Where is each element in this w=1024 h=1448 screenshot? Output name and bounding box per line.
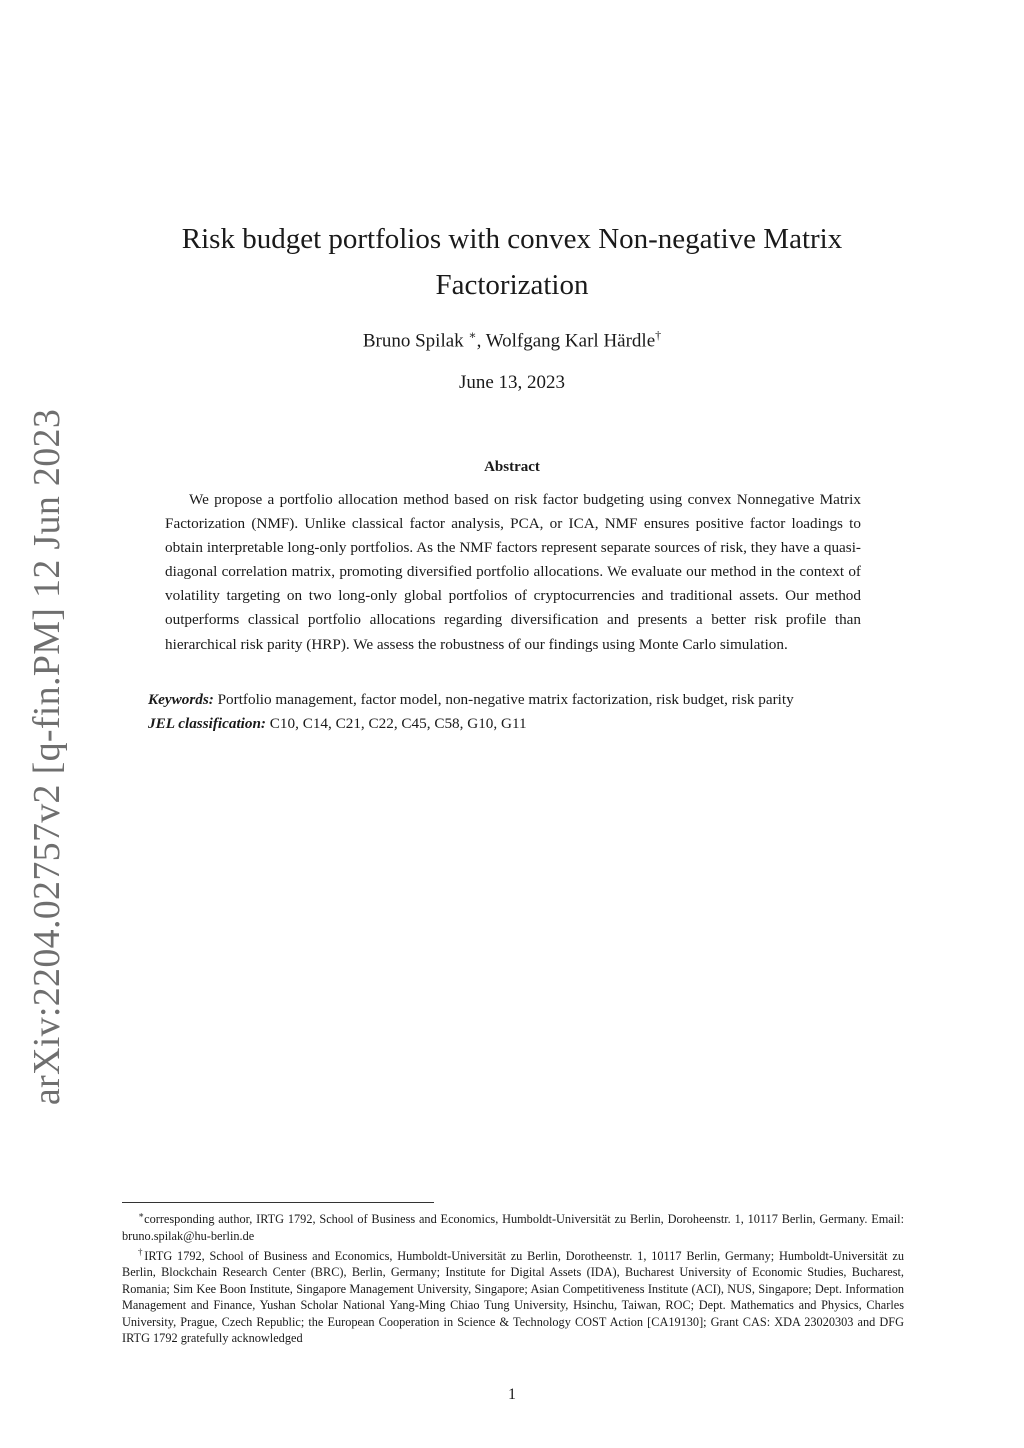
footnote-2 [122, 1244, 904, 1347]
title-line-2: Factorization [435, 269, 589, 301]
abstract-heading: Abstract [484, 459, 540, 475]
author-1-footnote-mark[interactable]: ∗ [468, 328, 477, 342]
author-separator: , [476, 330, 482, 352]
keywords-text: Portfolio management, factor model, non-negative matrix factorization, risk budget, risk parity [217, 691, 794, 708]
author-list [0, 328, 1024, 352]
author-1: Bruno Spilak [362, 330, 464, 352]
arxiv-identifier-stamp: arXiv:2204.02757v2 [q-fin.PM] 12 Jun 2023 [26, 408, 68, 1106]
footnote-1 [122, 1207, 904, 1244]
abstract-text: We propose a portfolio allocation method based on risk factor budgeting using convex Nonnegative Matrix Factorization (NMF). Unlike classical factor analysis, PCA, or ICA, NMF ensures positive factor loadings to obtain interpretable long-only portfolios. As the NMF factors represent separate sources of risk, they have a quasi-diagonal correlation matrix, promoting diversified portfolio allocations. We evaluate our method in the context of volatility targeting on two long-only global portfolios of cryptocurrencies and traditional assets. Our method outperforms classical portfolio allocations regarding diversification and presents a better risk profile than hierarchical risk parity (HRP). We assess the robustness of our findings using Monte Carlo simulation. [165, 491, 861, 653]
title-line-1: Risk budget portfolios with convex Non-negative Matrix [181, 223, 843, 255]
keywords-block [148, 688, 908, 736]
author-2-footnote-mark[interactable]: † [655, 328, 662, 342]
footnote-2-text: IRTG 1792, School of Business and Economics, Humboldt-Universität zu Berlin, Dorotheenstr. 1, 10117 Berlin, Germany; Humboldt-Universität zu Berlin, Blockchain Research Center (BRC), Berlin, Germany; Institute for Digital Assets (IDA), Bucharest University of Economic Studies, Bucharest, Romania; Sim Kee Boon Institute, Singapore Management University, Singapore; Asian Competitiveness Institute (ACI), NUS, Singapore; Dept. Information Management and Finance, Yushan Scholar National Yang-Ming Chiao Tung University, Hsinchu, Taiwan, ROC; Dept. Mathematics and Physics, Charles University, Prague, Czech Republic; the European Cooperation in Science & Technology COST Action [CA19130]; Grant CAS: XDA 23020303 and DFG IRTG 1792 gratefully acknowledged [122, 1249, 905, 1346]
publication-date: June 13, 2023 [458, 372, 566, 393]
footnote-divider [122, 1202, 434, 1203]
jel-line [148, 712, 908, 736]
footnote-1-mark: ∗ [138, 1210, 145, 1220]
page-number: 1 [508, 1386, 516, 1403]
paper-title [130, 216, 894, 308]
footnote-2-mark: † [138, 1246, 145, 1257]
footnotes [122, 1207, 904, 1346]
jel-label: JEL classification: [148, 715, 266, 732]
author-2: Wolfgang Karl Härdle [485, 330, 656, 352]
keywords-line [148, 688, 908, 712]
jel-text: C10, C14, C21, C22, C45, C58, G10, G11 [269, 715, 527, 732]
keywords-label: Keywords: [148, 691, 214, 708]
footnote-1-text: corresponding author, IRTG 1792, School of Business and Economics, Humboldt-Universität zu Berlin, Doroheenstr. 1, 10117 Berlin, Germany. Email: bruno.spilak@hu-berlin.de [122, 1212, 904, 1243]
